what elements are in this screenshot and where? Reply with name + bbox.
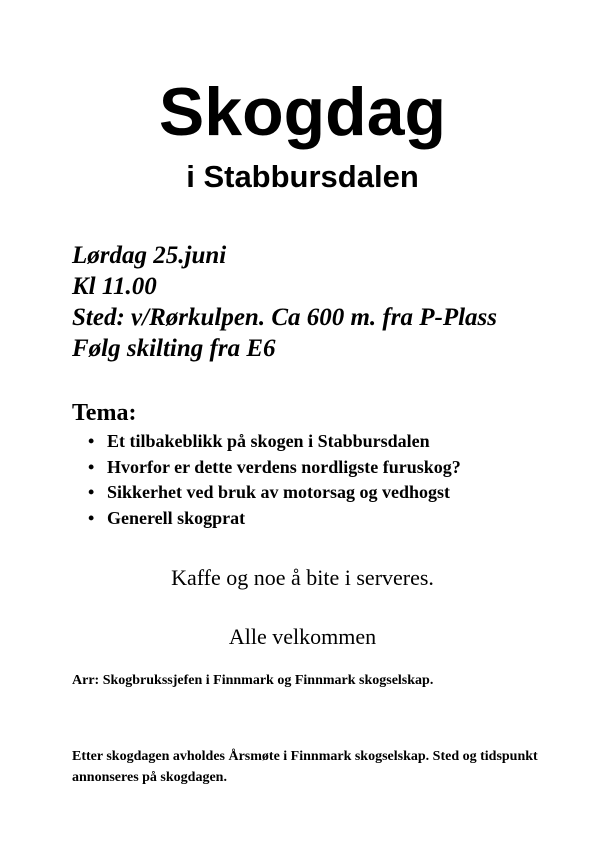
bullet-icon: • — [88, 482, 95, 502]
list-item-text: Sikkerhet ved bruk av motorsag og vedhogst — [107, 482, 451, 502]
organizer-note: Arr: Skogbrukssjefen i Finnmark og Finnmark skogselskap. — [72, 673, 434, 688]
list-item — [88, 506, 588, 532]
tema-list — [88, 429, 588, 531]
poster-title: Skogdag — [158, 74, 447, 150]
event-date: Lørdag 25.juni — [72, 242, 227, 269]
bullet-icon: • — [88, 507, 95, 528]
list-item-text: Generell skogprat — [107, 507, 246, 528]
list-item-text: Et tilbakeblikk på skogen i Stabbursdalen — [107, 431, 430, 451]
bullet-icon: • — [88, 431, 95, 451]
bullet-icon: • — [88, 456, 95, 477]
tema-heading: Tema: — [72, 400, 137, 426]
event-location: Sted: v/Rørkulpen. Ca 600 m. fra P-Plass — [72, 304, 498, 331]
annual-meeting-note: Etter skogdagen avholdes Årsmøte i Finnmark skogselskap. Sted og tidspunkt annonseres på skogdagen. — [72, 749, 538, 785]
list-item — [88, 455, 588, 481]
event-details — [72, 240, 592, 364]
event-time: Kl 11.00 — [72, 273, 157, 300]
welcome-note: Alle velkommen — [228, 624, 377, 649]
refreshments-note: Kaffe og noe å bite i serveres. — [171, 565, 434, 590]
poster-subtitle: i Stabbursdalen — [186, 159, 419, 194]
list-item — [88, 429, 588, 455]
list-item — [88, 480, 588, 506]
event-directions: Følg skilting fra E6 — [72, 335, 276, 362]
list-item-text: Hvorfor er dette verdens nordligste furuskog? — [107, 456, 461, 477]
